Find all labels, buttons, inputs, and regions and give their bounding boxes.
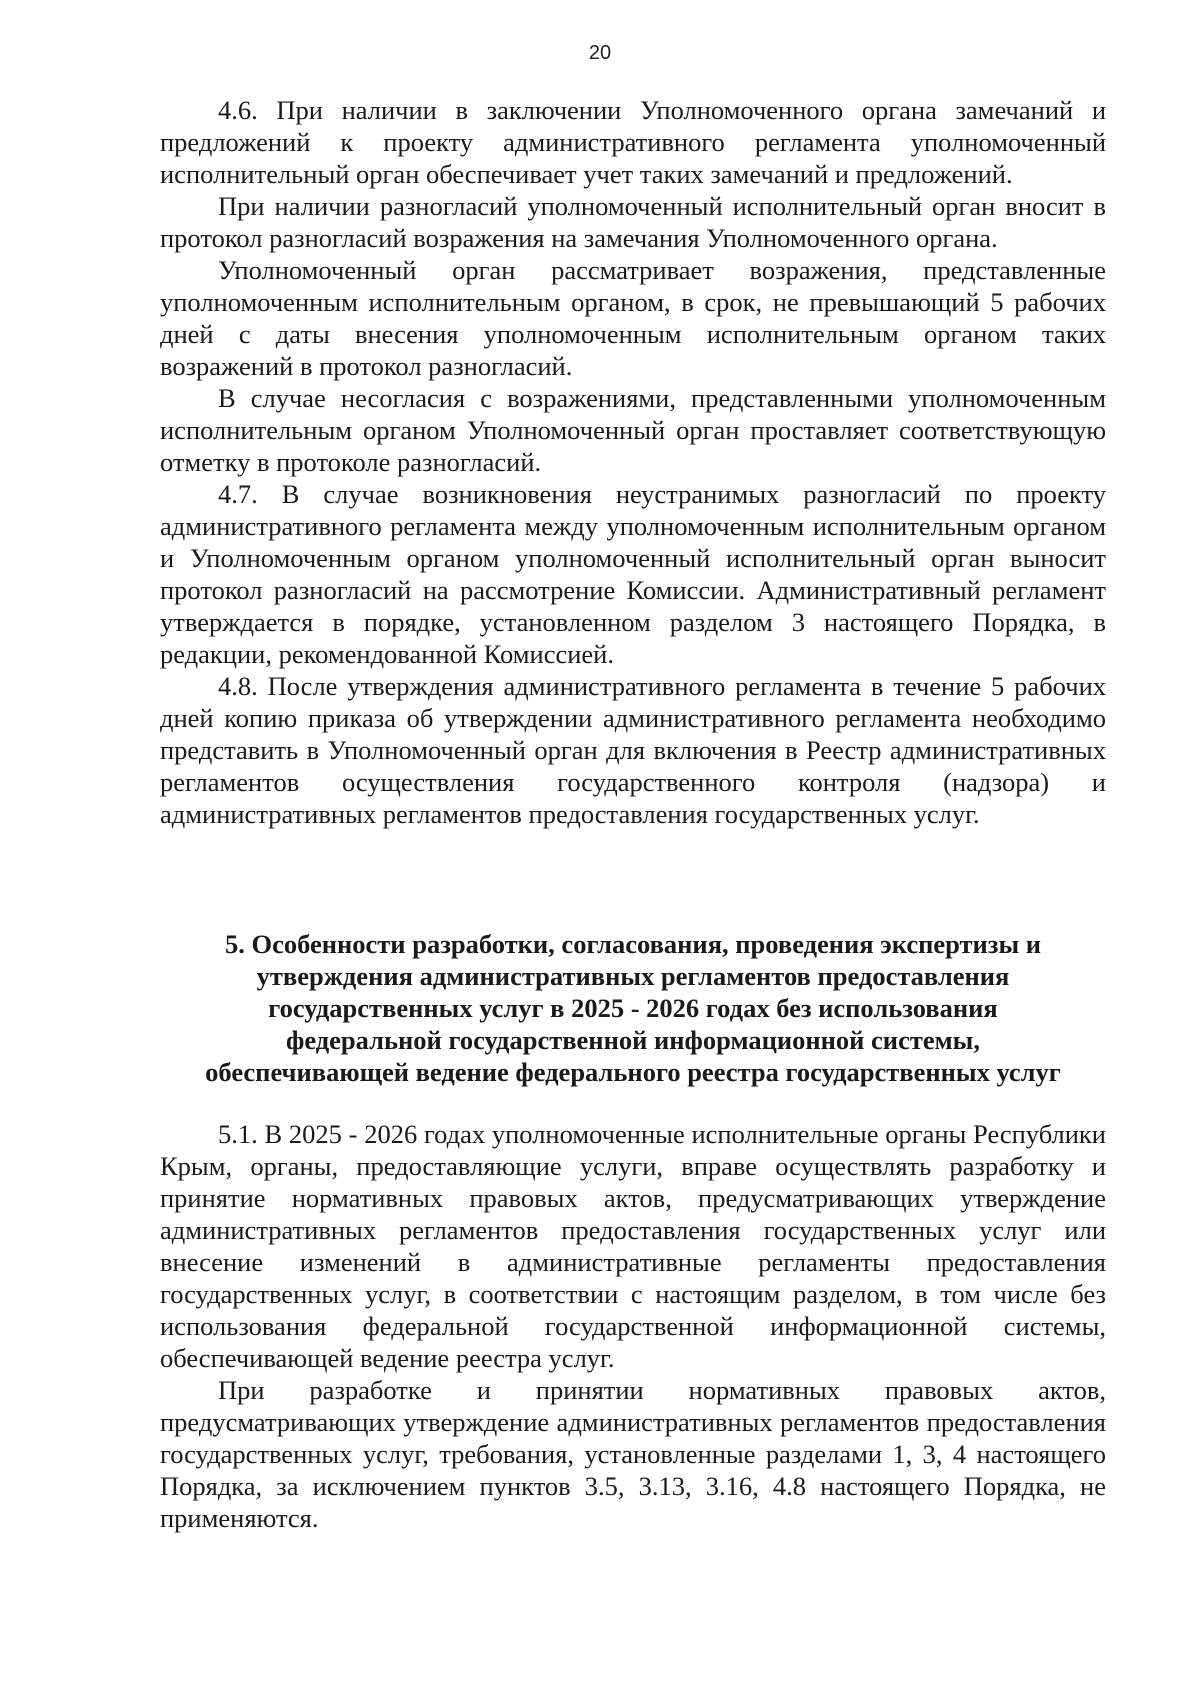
heading-line: 5. Особенности разработки, согласования, проведения экспертизы и [224,929,1042,959]
paragraph-4-6: 4.6. При наличии в заключении Уполномоченного органа замечаний и предложений к проекту административного регламента уполномоченный исполнительный орган обеспечивает учет таких замечаний и предложений. [160,95,1106,189]
heading-line: федеральной государственной информационной системы, [286,1025,980,1055]
paragraph-disagreements: При наличии разногласий уполномоченный исполнительный орган вносит в протокол разногласий возражения на замечания Уполномоченного органа. [160,191,1106,253]
section-5-heading [160,928,1106,1088]
paragraph-4-7: 4.7. В случае возникновения неустранимых разногласий по проекту административного регламента между уполномоченным исполнительным органом и Уполномоченным органом уполномоченный исполнительный орган выносит протокол разногласий на рассмотрение Комиссии. Административный регламент утверждается в порядке, установленном разделом 3 настоящего Порядка, в редакции, рекомендованной Комиссией. [160,479,1106,669]
section-4-body [160,94,1106,830]
paragraph-4-8: 4.8. После утверждения административного регламента в течение 5 рабочих дней копию приказа об утверждении административного регламента необходимо представить в Уполномоченный орган для включения в Реестр административных регламентов осуществления государственного контроля (надзора) и административных регламентов предоставления государственных услуг. [160,671,1106,829]
page-number: 20 [588,42,612,64]
heading-line: обеспечивающей ведение федерального реестра государственных услуг [205,1057,1061,1087]
heading-line: государственных услуг в 2025 - 2026 годах без использования [268,993,998,1023]
paragraph-disagreement-mark: В случае несогласия с возражениями, представленными уполномоченным исполнительным органом Уполномоченный орган проставляет соответствующую отметку в протоколе разногласий. [160,383,1106,477]
paragraph-exceptions: При разработке и принятии нормативных правовых актов, предусматривающих утверждение административных регламентов предоставления государственных услуг, требования, установленные разделами 1, 3, 4 настоящего Порядка, за исключением пунктов 3.5, 3.13, 3.16, 4.8 настоящего Порядка, не применяются. [160,1375,1106,1533]
paragraph-objections-review: Уполномоченный орган рассматривает возражения, представленные уполномоченным исполнительным органом, в срок, не превышающий 5 рабочих дней с даты внесения уполномоченным исполнительным органом таких возражений в протокол разногласий. [160,255,1106,381]
heading-line: утверждения административных регламентов предоставления [256,961,1010,991]
paragraph-5-1: 5.1. В 2025 - 2026 годах уполномоченные исполнительные органы Республики Крым, органы, предоставляющие услуги, вправе осуществлять разработку и принятие нормативных правовых актов, предусматривающих утверждение административных регламентов предоставления государственных услуг или внесение изменений в административные регламенты предоставления государственных услуг, в соответствии с настоящим разделом, в том числе без использования федеральной государственной информационной системы, обеспечивающей ведение реестра услуг. [160,1119,1106,1373]
section-5-body [160,1118,1106,1534]
